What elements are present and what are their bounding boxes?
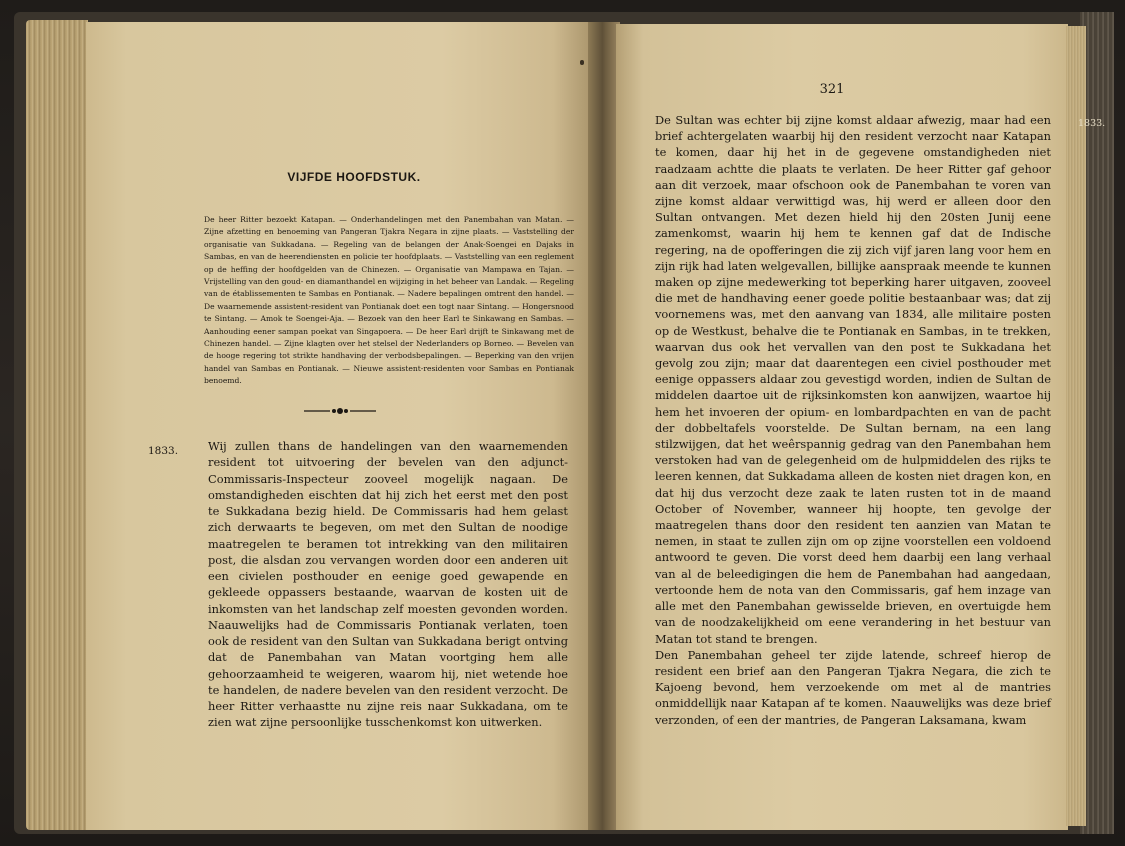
page-stack-edge-right: [1066, 26, 1086, 826]
binding-mark: [580, 60, 584, 65]
page-stack-edge-left: [26, 20, 88, 830]
margin-year-left: 1833.: [148, 445, 179, 457]
chapter-summary: De heer Ritter bezoekt Katapan. — Onderhandelingen met den Panembahan van Matan. — Zijne afzetting en benoeming van Pangeran Tjakra Negara in zijne plaats. — Vaststelling der organisatie van Sukkadana. — Regeling van de belangen der Anak-Soengei en Dajaks in Sambas, en van de heerendiensten en policie ter hoofdplaats. — Vaststelling van een reglement op de heffing der hoofdgelden van de Chinezen. — Organisatie van Mampawa en Tajan. — Vrijstelling van den goud- en diamanthandel en wijziging in het beheer van Landak. — Regeling van de établissementen te Sambas en Pontianak. — Nadere bepalingen omtrent den handel. — De waarnemende assistent-resident van Pontianak doet een togt naar Sintang. — Hongersnood te Sintang. — Amok te Soengei-Aja. — Bezoek van den heer Earl te Sinkawang en Sambas. — Aanhouding eener sampan poekat van Singapoera. — De heer Earl drijft te Sinkawang met de Chinezen handel. — Zijne klagten over het stelsel der Nederlanders op Borneo. — Bevelen van de hooge regering tot strikte handhaving der verbodsbepalingen. — Beperking van den vrijen handel van Sambas en Pontianak. — Nieuwe assistent-residenten voor Sambas en Pontianak benoemd.: [204, 215, 574, 386]
ornament-divider-icon: [300, 406, 380, 416]
body-text-right: De Sultan was echter bij zijne komst aldaar afwezig, maar had een brief achtergelaten waarbij hij den resident verzocht naar Katapan te komen, daar hij het in de gegevene omstandigheden niet raadzaam achtte die plaats te verlaten. De heer Ritter gaf gehoor aan dit verzoek, maar ofschoon ook de Panembahan te voren van zijne komst aldaar verwittigd was, hij werd er alleen door den Sultan ontvangen. Met dezen hield hij den 20sten Junij eene zamenkomst, waarin hij hem te kennen gaf dat de Indische regering, na de opofferingen die zij zich vijf jaren lang voor hem en zijn rijk had laten welgevallen, billijke aanspraak meende te kunnen maken op zijne medewerking tot beperking harer uitgaven, zooveel die met de handhaving eener goede politie bestaanbaar was; dat zij voornemens was, met den aanvang van 1834, alle militaire posten op de Westkust, behalve die te Pontianak en Sambas, in te trekken, waarvan dus ook het vervallen van den post te Sukkadana het gevolg zou zijn; maar dat daarentegen een civiel posthouder met eenige oppassers aldaar zou gevestigd worden, indien de Sultan de middelen daartoe uit de rijksinkomsten kon aanwijzen, waartoe hij hem het invoeren der opium- en lombardpachten en van de pacht der dobbeltafels voorstelde. De Sultan bernam, na een lang stilzwijgen, dat het weêrspannig gedrag van den Panembahan hem verstoken had van de gelegenheid om de hulpmiddelen des rijks te leeren kennen, dat Sukkadama alleen de kosten niet dragen kon, en dat hij dus verzocht deze zaak te laten rusten tot in de maand October of November, wanneer hij hoopte, ten gevolge der maatregelen thans door den resident ten aanzien van Matan te nemen, in staat te zullen zijn om op zijne voorstellen een voldoend antwoord te geven. Die vorst deed hem daarbij een lang verhaal van al de beleedigingen die hem de Panembahan had aangedaan, vertoonde hem de nota van den Commissaris, gaf hem inzage van alle met den Panembahan gewisselde brieven, en overtuigde hem van de noodzakelijkheid om eene verandering in het bestuur van Matan tot stand te brengen. Den Panembahan geheel ter zijde latende, schreef hierop de resident een brief aan den Pangeran Tjakra Negara, die zich te Kajoeng bevond, hem verzoekende om met al de mantries onmiddellijk naar Katapan af te komen. Naauwelijks was deze brief verzonden, of een der mantries, de Pangeran Laksamana, kwam: [655, 113, 1051, 727]
margin-year-right: 1833.: [1078, 118, 1106, 129]
body-text-left: Wij zullen thans de handelingen van den waarnemenden resident tot uitvoering der bevelen van den adjunct-Commissaris-Inspecteur zooveel mogelijk nagaan. De omstandigheden eischten dat hij zich het eerst met den post te Sukkadana bezig hield. De Commissaris had hem gelast zich derwaarts te begeven, om met den Sultan de noodige maatregelen te beramen tot intrekking van den militairen post, die alsdan zou vervangen worden door een anderen uit een civielen posthouder en eenige goed gewapende en gekleede oppassers bestaande, waarvan de kosten uit de inkomsten van het landschap zelf moesten gevonden worden. Naauwelijks had de Commissaris Pontianak verlaten, toen ook de resident van den Sultan van Sukkadana berigt ontving dat de Panembahan van Matan voortging hem alle gehoorzaamheid te weigeren, waarom hij, niet wetende hoe te handelen, de nadere bevelen van den resident verzocht. De heer Ritter verhaastte nu zijne reis naar Sukkadana, om te zien wat zijne persoonlijke tusschenkomst kon uitwerken.: [208, 439, 568, 730]
chapter-title: VIJFDE HOOFDSTUK.: [287, 170, 421, 184]
page-number: 321: [819, 82, 845, 97]
